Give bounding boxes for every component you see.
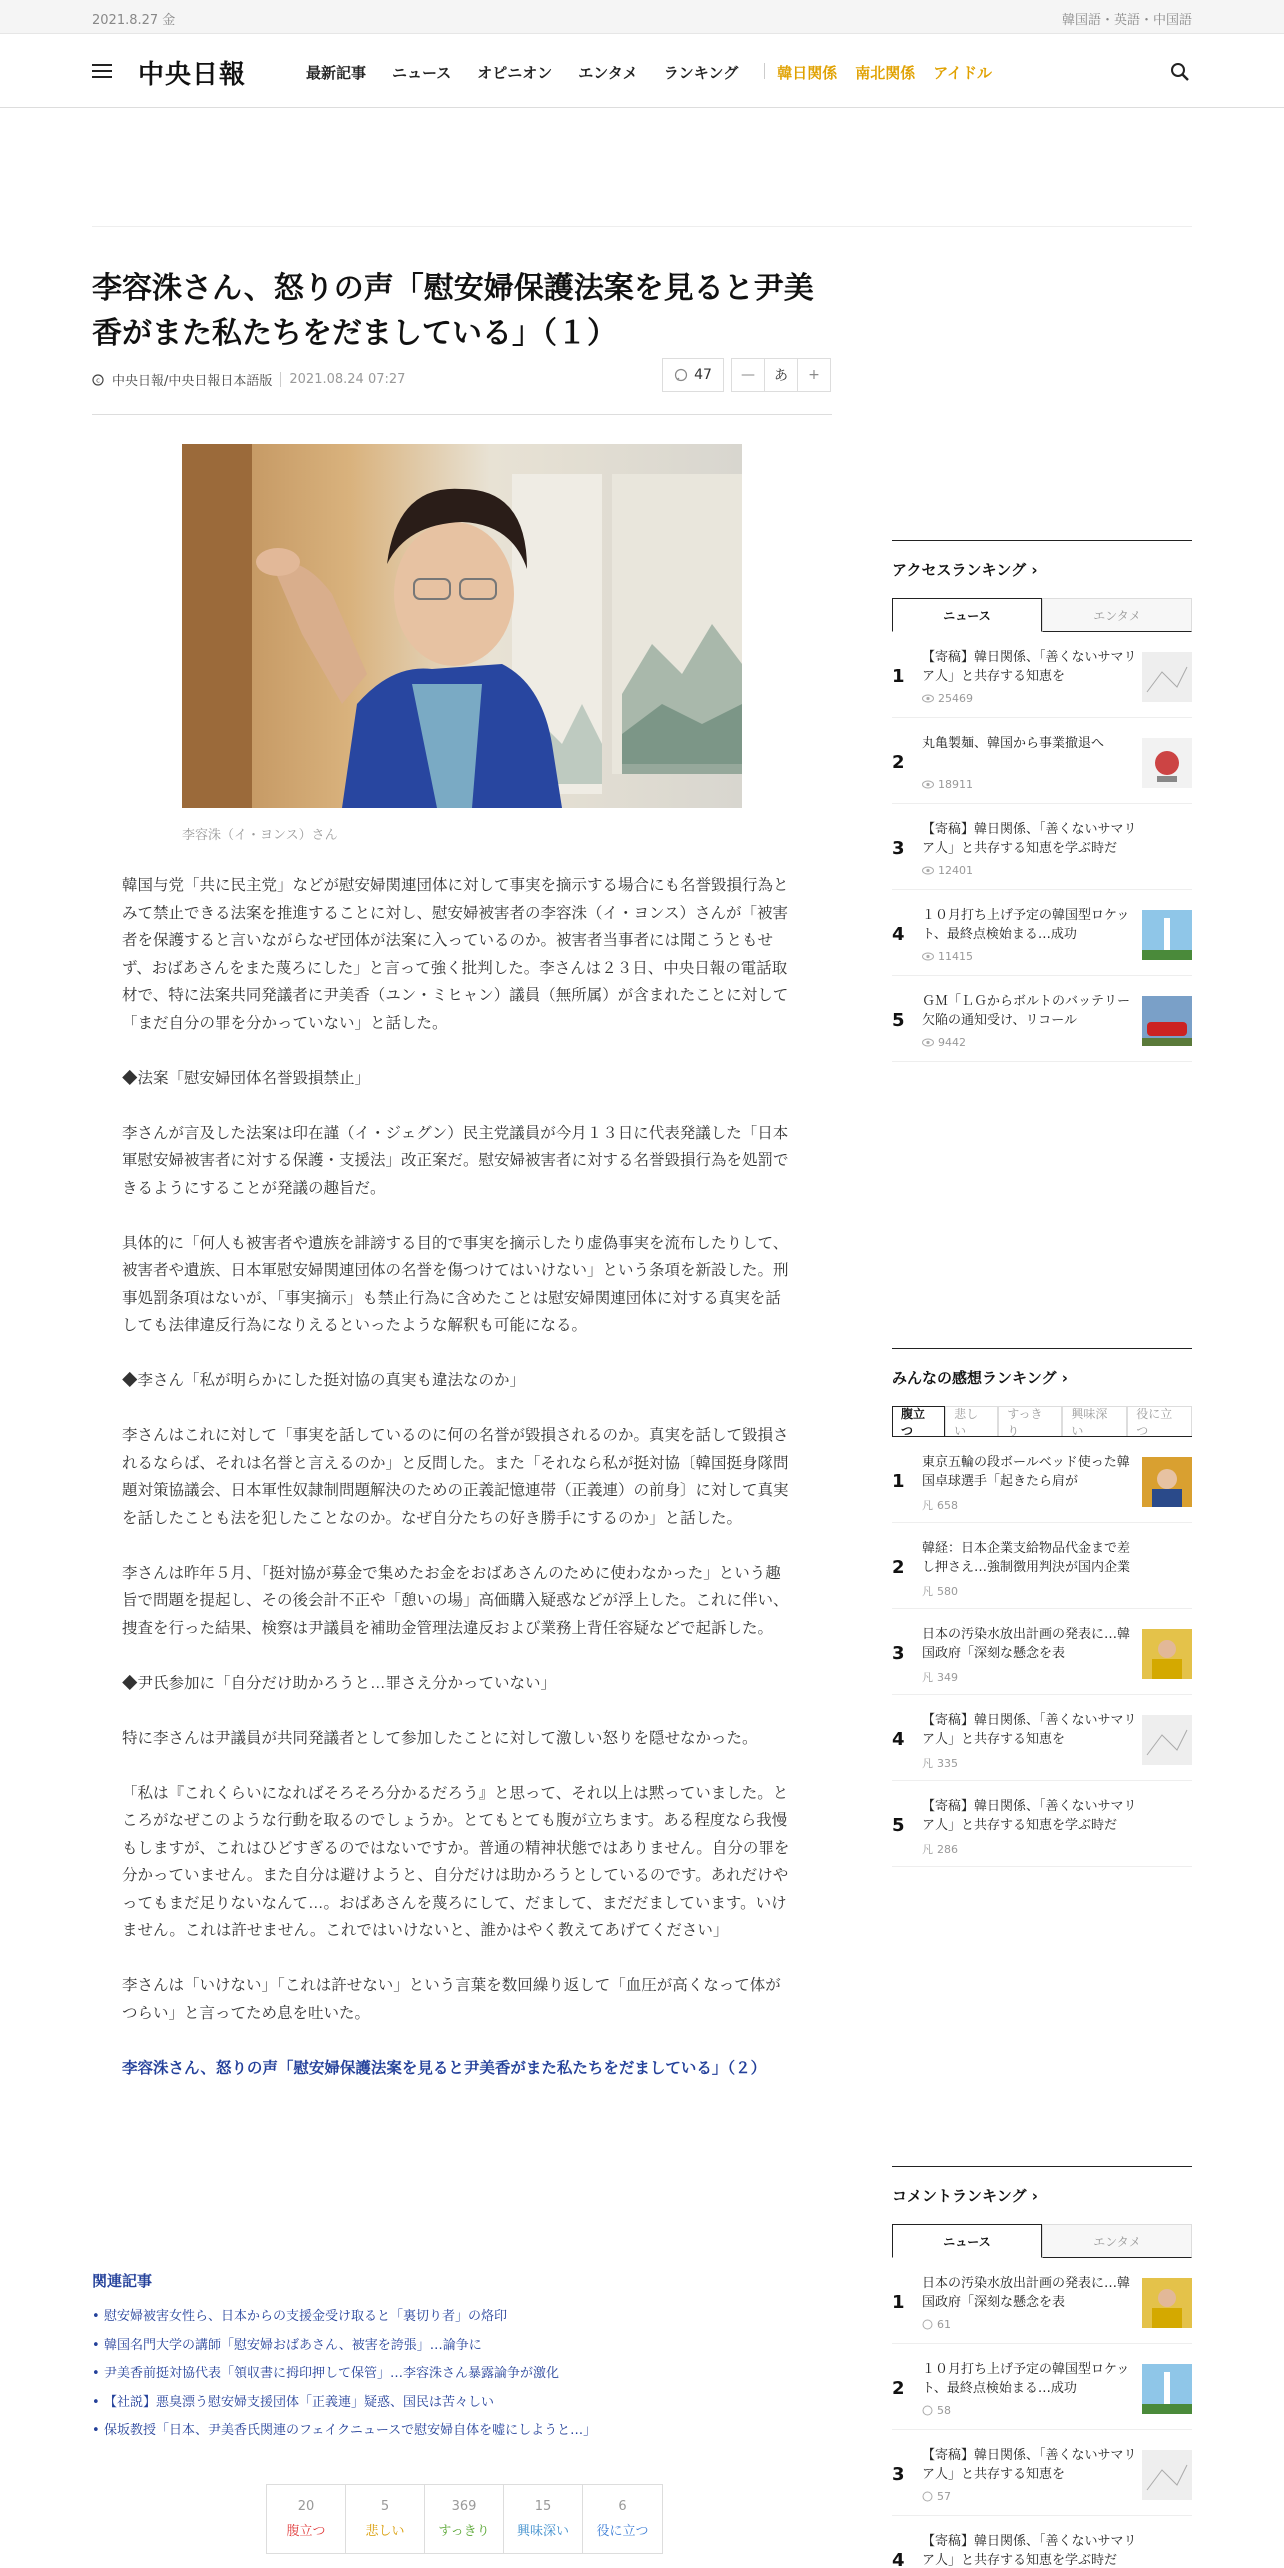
rank-title: 【寄稿】韓日関係、「善くないサマリア人」と共存する知恵を	[922, 1713, 1137, 1747]
eye-icon	[922, 866, 934, 875]
rank-count	[922, 1669, 958, 1685]
rank-thumbnail[interactable]	[1142, 1715, 1192, 1765]
nav-north-south[interactable]: 南北関係	[855, 64, 916, 82]
reaction-sad[interactable]	[346, 2485, 425, 2553]
rank-count	[922, 1497, 958, 1513]
rank-title: 日本の汚染水放出計画の発表に…韓国政府「深刻な懸念を表	[922, 2276, 1131, 2310]
font-increase-button[interactable]: +	[797, 358, 831, 392]
reaction-count: 369	[451, 2499, 477, 2514]
rank-count-value: 57	[937, 2490, 951, 2503]
rank-count	[922, 950, 973, 963]
copyright-icon	[92, 374, 104, 386]
article-time: 2021.08.24 07:27	[280, 372, 405, 387]
angry-icon: 凡	[922, 1843, 933, 1856]
article-body	[122, 872, 796, 2110]
rank-count-value: 658	[937, 1498, 958, 1512]
comment-tabs	[892, 2224, 1192, 2258]
comment-ranking-panel	[892, 2166, 1192, 2568]
ranking-item[interactable]	[892, 1609, 1192, 1695]
tab-entertainment[interactable]: エンタメ	[1042, 598, 1192, 632]
rank-count-value: 580	[937, 1584, 958, 1598]
paragraph: 特に李さんは尹議員が共同発議者として参加したことに対して激しい怒りを隠せなかった。	[122, 1729, 758, 1747]
ranking-item[interactable]	[892, 1781, 1192, 1867]
paragraph: 「私は『これくらいになればそろそろ分かるだろう』と思って、それ以上は黙っていました。ところがなぜこのような行動を取るのでしょうか。とてもとても腹が立ちます。ある程度なら我慢もしますが、これはひどすぎるのではないですか。普通の精神状態ではありません。自分の罪を分かっていません。また自分は避けようと、自分だけは助かろうとしているのです。あれだけやってもまだ足りないなんて…。おばあさんを蔑ろにして、だまして、まだだましています。いけません。これは許せません。これではいけないと、誰かはやく教えてあげてください」	[122, 1784, 790, 1939]
panel-top-line	[892, 2166, 1192, 2167]
paragraph: 李さんはこれに対して「事実を話しているのに何の名誉が毀損されるのか。真実を話して毀損されるならば、それは名誉と言えるのか」と反問した。また「それなら私が挺対協〔韓国挺身隊問題対策協議会、日本軍性奴隷制問題解決のための正義記憶連帯（正義連）の前身〕に対して真実を話したことも法を犯したことなのか。なぜ自分たちの好き勝手にするのか」と話した。	[122, 1427, 789, 1527]
panel-top-line	[892, 540, 1192, 541]
subheading: ◆法案「慰安婦団体名誉毀損禁止」	[122, 1069, 371, 1087]
article-title: 李容洙さん、怒りの声「慰安婦保護法案を見ると尹美香がまた私たちをだましている」（１）	[92, 272, 814, 350]
reaction-useful[interactable]	[583, 2485, 662, 2553]
comment-icon	[922, 2491, 933, 2502]
tab-refreshing[interactable]: すっきり	[998, 1406, 1062, 1436]
related-link[interactable]: • 【社説】悪臭漂う慰安婦支援団体「正義連」疑惑、国民は苦々しい	[92, 2389, 832, 2418]
reaction-refreshing[interactable]	[425, 2485, 504, 2553]
tab-entertainment[interactable]: エンタメ	[1042, 2224, 1192, 2258]
ranking-item[interactable]	[892, 1523, 1192, 1609]
tab-news[interactable]: ニュース	[892, 598, 1042, 632]
angry-icon: 凡	[922, 1585, 933, 1598]
rank-number: 5	[892, 1010, 905, 1031]
tab-angry[interactable]: 腹立つ	[892, 1406, 945, 1436]
rank-count-value: 25469	[938, 692, 973, 705]
tab-useful[interactable]: 役に立つ	[1127, 1406, 1192, 1436]
ranking-item[interactable]	[892, 976, 1192, 1062]
paragraph: 李さんは「いけない」「これは許せない」という言葉を数回繰り返して「血圧が高くなって体がつらい」と言ってため息を吐いた。	[122, 1977, 781, 2022]
reaction-label: 悲しい	[365, 2524, 405, 2539]
font-size-label: あ	[764, 358, 798, 392]
rank-title: 【寄稿】韓日関係、「善くないサマリア人」と共存する知恵を学ぶ時だ	[922, 2534, 1137, 2568]
rank-count-value: 12401	[938, 864, 973, 877]
angry-icon: 凡	[922, 1671, 933, 1684]
comment-icon	[922, 2405, 933, 2416]
subheading: ◆李さん「私が明らかにした挺対協の真実も違法なのか」	[122, 1372, 526, 1389]
comment-icon	[674, 368, 688, 382]
paragraph: 李さんは昨年５月、「挺対協が募金で集めたお金をおばあさんのために使わなかった」という趣旨で問題を提起し、その後会計不正や「憩いの場」高価購入疑惑などが浮上した。これに伴い、捜査を行った結果、検察は尹議員を補助金管理法違反および業務上背任容疑などで起訴した。	[122, 1564, 789, 1637]
tab-sad[interactable]: 悲しい	[945, 1406, 998, 1436]
site-logo[interactable]: 中央日報	[138, 60, 247, 90]
access-ranking-list	[892, 632, 1192, 1062]
nav-latest[interactable]: 最新記事	[306, 64, 367, 82]
rank-count-value: 11415	[938, 950, 973, 963]
menu-icon[interactable]	[92, 64, 112, 78]
eye-icon	[922, 694, 934, 703]
current-date: 2021.8.27 金	[92, 13, 176, 28]
rank-count-value: 349	[937, 1670, 958, 1684]
angry-icon: 凡	[922, 1499, 933, 1512]
rank-title: １０月打ち上げ予定の韓国型ロケット、最終点検始まる…成功	[922, 2362, 1130, 2396]
impression-ranking-list	[892, 1437, 1192, 1867]
rank-count	[922, 2404, 951, 2417]
rank-number: 1	[892, 1471, 905, 1492]
panel-title-text: アクセスランキング	[892, 561, 1027, 579]
tab-interesting[interactable]: 興味深い	[1062, 1406, 1127, 1436]
rank-title: 丸亀製麺、韓国から事業撤退へ	[922, 736, 1105, 751]
reaction-label: すっきり	[438, 2524, 490, 2539]
top-bar	[0, 0, 1284, 34]
tab-news[interactable]: ニュース	[892, 2224, 1042, 2258]
reaction-angry[interactable]	[267, 2485, 346, 2553]
rank-count	[922, 692, 973, 705]
rank-thumbnail[interactable]	[1142, 1457, 1192, 1507]
panel-top-line	[892, 1348, 1192, 1349]
panel-title[interactable]	[892, 1367, 1192, 1388]
nav-divider	[764, 63, 765, 79]
rank-title: 東京五輪の段ボールベッド使った韓国卓球選手「起きたら肩が	[922, 1455, 1130, 1489]
rank-count	[922, 778, 973, 791]
ranking-item[interactable]	[892, 2516, 1192, 2568]
nav-entertainment[interactable]: エンタメ	[578, 64, 638, 82]
rank-title: 【寄稿】韓日関係、「善くないサマリア人」と共存する知恵を	[922, 2448, 1137, 2482]
related-articles	[92, 2270, 832, 2446]
ranking-item[interactable]	[892, 1695, 1192, 1781]
eye-icon	[922, 1038, 934, 1047]
related-link[interactable]: • 慰安婦被害女性ら、日本からの支援金受け取ると「裏切り者」の烙印	[92, 2303, 832, 2332]
comment-ranking-list	[892, 2258, 1192, 2568]
rank-title: ＧＭ「ＬＧからボルトのバッテリー欠陥の通知受け、リコール	[922, 994, 1131, 1028]
rank-thumbnail[interactable]	[1142, 2364, 1192, 2414]
rank-thumbnail[interactable]	[1142, 652, 1192, 702]
ranking-item[interactable]	[892, 2344, 1192, 2430]
rank-number: 2	[892, 752, 905, 773]
rank-title: 【寄稿】韓日関係、「善くないサマリア人」と共存する知恵を学ぶ時だ	[922, 822, 1137, 856]
rank-thumbnail[interactable]	[1142, 738, 1192, 788]
eye-icon	[922, 952, 934, 961]
font-decrease-button[interactable]: —	[731, 358, 765, 392]
panel-title[interactable]	[892, 2185, 1192, 2206]
ranking-item[interactable]	[892, 890, 1192, 976]
rank-thumbnail[interactable]	[1142, 1629, 1192, 1679]
paragraph: 韓国与党「共に民主党」などが慰安婦関連団体に対して事実を摘示する場合にも名誉毀損行為とみて禁止できる法案を推進することに対し、慰安婦被害者の李容洙（イ・ヨンス）さんが「被害者を保護すると言いながらなぜ団体が法案に入っているのか。被害者当事者には聞こうともせず、おばあさんをまた蔑ろにした」と言って強く批判した。李さんは２３日、中央日報の電話取材で、特に法案共同発議者に尹美香（ユン・ミヒャン）議員（無所属）が含まれたことに対して「まだ自分の罪を分かっていない」と話した。	[122, 877, 789, 1032]
ranking-item[interactable]	[892, 632, 1192, 718]
article-photo	[182, 444, 742, 808]
reaction-count: 6	[618, 2499, 627, 2514]
comment-count: 47	[694, 367, 712, 383]
reaction-label: 腹立つ	[286, 2524, 326, 2539]
rank-number: 3	[892, 2464, 905, 2485]
rank-number: 2	[892, 1557, 905, 1578]
reaction-label: 興味深い	[516, 2524, 569, 2539]
rank-thumbnail[interactable]	[1142, 2450, 1192, 2500]
reaction-interesting[interactable]	[504, 2485, 583, 2553]
rank-number: 3	[892, 1643, 905, 1664]
ranking-item[interactable]	[892, 804, 1192, 890]
rank-number: 4	[892, 2550, 905, 2568]
chevron-right-icon: ›	[1031, 561, 1038, 579]
rank-count-value: 58	[937, 2404, 951, 2417]
rank-thumbnail[interactable]	[1142, 910, 1192, 960]
rank-thumbnail[interactable]	[1142, 2278, 1192, 2328]
nav-korea-japan[interactable]: 韓日関係	[777, 64, 838, 82]
article-source: 中央日報/中央日報日本語版	[112, 374, 273, 389]
related-link[interactable]: • 保坂教授「日本、尹美香氏関連のフェイクニュースで慰安婦自体を嘘にしようと…」	[92, 2417, 832, 2446]
ranking-item[interactable]	[892, 2430, 1192, 2516]
rank-count	[922, 2490, 951, 2503]
reaction-buttons	[266, 2484, 663, 2554]
rank-count	[922, 1036, 966, 1049]
next-part-link[interactable]: 李容洙さん、怒りの声「慰安婦保護法案を見ると尹美香がまた私たちをだましている」（２）	[122, 2059, 767, 2077]
rank-count	[922, 2318, 951, 2331]
rank-title: 韓経：日本企業支給物品代金まで差し押さえ…強制徴用判決が国内企業	[922, 1541, 1131, 1575]
nav-news[interactable]: ニュース	[392, 64, 452, 82]
impression-ranking-panel	[892, 1348, 1192, 1867]
rank-thumbnail[interactable]	[1142, 996, 1192, 1046]
ranking-item[interactable]	[892, 2258, 1192, 2344]
access-tabs	[892, 598, 1192, 632]
rank-title: 【寄稿】韓日関係、「善くないサマリア人」と共存する知恵を学ぶ時だ	[922, 1799, 1137, 1833]
subheading: ◆尹氏参加に「自分だけ助かろうと…罪さえ分かっていない」	[122, 1674, 557, 1692]
nav-opinion[interactable]: オピニオン	[477, 64, 553, 82]
photo-caption: 李容洙（イ・ヨンス）さん	[182, 828, 338, 843]
eye-icon	[922, 780, 934, 789]
rank-count	[922, 1755, 958, 1771]
related-heading: 関連記事	[92, 2272, 153, 2290]
rank-count-value: 335	[937, 1756, 958, 1770]
svg-text:c: c	[96, 376, 100, 384]
nav-idol[interactable]: アイドル	[933, 64, 992, 82]
main-nav	[306, 62, 992, 83]
reaction-count: 20	[297, 2499, 315, 2514]
rank-count	[922, 1583, 958, 1599]
rank-count-value: 61	[937, 2318, 951, 2331]
related-link[interactable]: • 尹美香前挺対協代表「領収書に拇印押して保管」…李容洙さん暴露論争が激化	[92, 2360, 832, 2389]
rank-count-value: 18911	[938, 778, 973, 791]
panel-title-text: コメントランキング	[892, 2187, 1027, 2205]
reaction-count: 15	[534, 2499, 552, 2514]
language-links[interactable]: 韓国語・英語・中国語	[1061, 13, 1192, 28]
article-meta	[92, 370, 405, 389]
reaction-count: 5	[380, 2499, 390, 2514]
chevron-right-icon: ›	[1031, 2187, 1038, 2205]
ad-area-divider	[92, 226, 1192, 227]
paragraph: 李さんが言及した法案は印在謹（イ・ジェグン）民主党議員が今月１３日に代表発議した「日本軍慰安婦被害者に対する保護・支援法」改正案だ。慰安婦被害者に対する名誉毀損行為を処罰できるようにすることが発議の趣旨だ。	[122, 1124, 789, 1197]
impression-tabs	[892, 1406, 1192, 1437]
ranking-item[interactable]	[892, 1437, 1192, 1523]
rank-count	[922, 864, 973, 877]
rank-title: 日本の汚染水放出計画の発表に…韓国政府「深刻な懸念を表	[922, 1627, 1131, 1661]
nav-ranking[interactable]: ランキング	[663, 64, 739, 82]
rank-title: 【寄稿】韓日関係、「善くないサマリア人」と共存する知恵を	[922, 650, 1137, 684]
article-head-divider	[92, 414, 832, 415]
search-icon[interactable]	[1170, 62, 1190, 82]
rank-count-value: 9442	[938, 1036, 966, 1049]
comment-button[interactable]	[662, 358, 724, 392]
ranking-item[interactable]	[892, 718, 1192, 804]
rank-number: 3	[892, 838, 905, 859]
rank-count-value: 286	[937, 1842, 958, 1856]
panel-title-text: みんなの感想ランキング	[892, 1369, 1057, 1387]
related-link[interactable]: • 韓国名門大学の講師「慰安婦おばあさん、被害を誇張」…論争に	[92, 2332, 832, 2361]
chevron-right-icon: ›	[1061, 1369, 1068, 1387]
site-header	[0, 34, 1284, 108]
rank-number: 4	[892, 1729, 905, 1750]
rank-number: 1	[892, 666, 905, 687]
paragraph: 具体的に「何人も被害者や遺族を誹謗する目的で事実を摘示したり虚偽事実を流布したりして、被害者や遺族、日本軍慰安婦関連団体の名誉を傷つけてはいけない」という条項を新設した。刑事処罰条項はないが、「事実摘示」も禁止行為に含めたことは慰安婦関連団体に対する真実を話しても法律違反行為になりえるといったような解釈も可能になる。	[122, 1234, 789, 1334]
rank-number: 2	[892, 2378, 905, 2399]
rank-count	[922, 1841, 958, 1857]
angry-icon: 凡	[922, 1757, 933, 1770]
rank-number: 1	[892, 2292, 905, 2313]
article-tools	[662, 358, 831, 392]
comment-icon	[922, 2319, 933, 2330]
rank-number: 5	[892, 1815, 905, 1836]
access-ranking-panel	[892, 540, 1192, 1062]
panel-title[interactable]	[892, 559, 1192, 580]
rank-number: 4	[892, 924, 905, 945]
rank-title: １０月打ち上げ予定の韓国型ロケット、最終点検始まる…成功	[922, 908, 1130, 942]
reaction-label: 役に立つ	[596, 2524, 649, 2539]
